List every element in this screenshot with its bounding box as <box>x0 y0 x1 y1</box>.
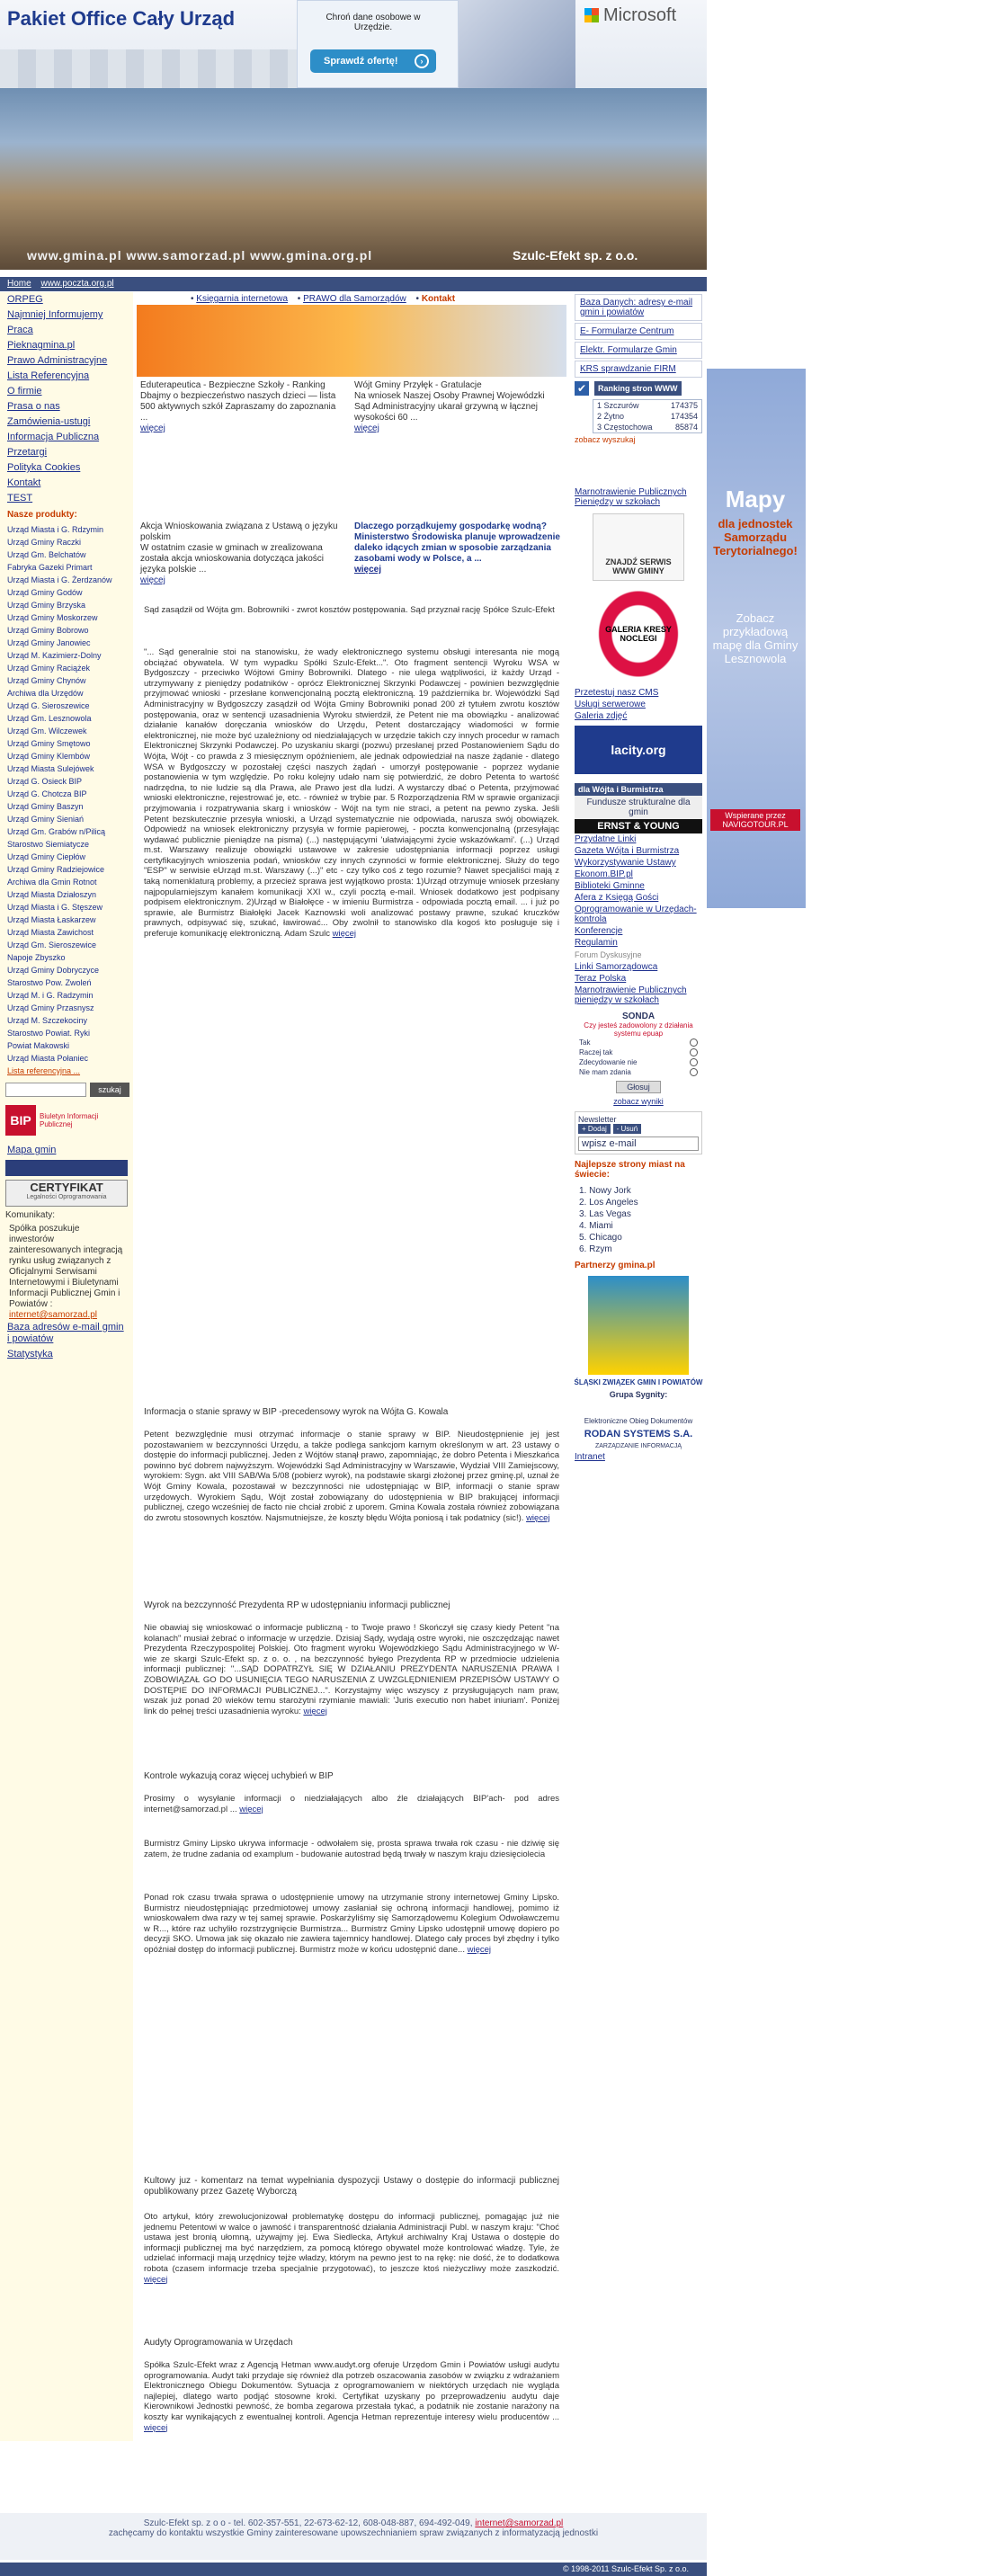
top-city-item: 1. Nowy Jork <box>579 1186 631 1196</box>
map-ad-title: Mapy <box>725 486 786 513</box>
top-city-item: 4. Miami <box>579 1221 613 1231</box>
article-prezydent-title: Wyrok na bezczynność Prezydenta RP w udostępnianiu informacji publicznej <box>144 1600 450 1610</box>
left-menu-item[interactable]: ORPEG <box>7 294 43 305</box>
footer-contact: Szulc-Efekt sp. z o o - tel. 602-357-551, 22-673-62-12, 608-048-887, 694-492-049, <box>143 2518 473 2528</box>
product-link[interactable]: Urząd Gminy Ciepłów <box>7 852 86 861</box>
news-more-link[interactable]: więcej <box>140 423 165 433</box>
komunikat-text: Spółka poszukuje inwestorów zainteresowanych integracją rynku usług związanych z Oficjalnymi Serwisami Internetowymi i Biuletynami Informacji Publicznej Gmin i Powiatów : <box>9 1224 123 1309</box>
left-menu-item[interactable]: Lista Referencyjna <box>7 370 90 381</box>
sonda-question: Czy jesteś zadowolony z działania systemu epuap <box>584 1021 693 1038</box>
product-link[interactable]: Urząd Gminy Smętowo <box>7 739 91 748</box>
banner-signature: Szulc-Efekt sp. z o.o. <box>513 248 638 263</box>
product-link[interactable]: Urząd Miasta Połaniec <box>7 1054 89 1063</box>
product-link[interactable]: Urząd Miasta Sulejówek <box>7 764 94 773</box>
news-title: Dlaczego porządkujemy gospodarkę wodną? Ministerstwo Środowiska planuje wprowadzenie daleko idących zmian w sposobie zarządzania zasobami wody w Polsce, a ... <box>354 521 560 564</box>
rodan-subtitle: ZARZĄDZANIE INFORMACJĄ <box>594 1443 682 1449</box>
article-audyty-title: Audyty Oprogramowania w Urzędach <box>144 2338 293 2348</box>
banner-sketch <box>0 49 297 90</box>
product-link[interactable]: Napoje Zbyszko <box>7 953 66 962</box>
baza-adresow-link[interactable]: Baza adresów e-mail gmin i powiatów <box>7 1322 124 1344</box>
left-menu-item[interactable]: Naj​mniej Informujemy <box>7 309 103 320</box>
komunikat-email[interactable]: internet@samorzad.pl <box>9 1310 97 1320</box>
products-list <box>0 523 133 1065</box>
article-more-link[interactable]: więcej <box>144 2274 168 2285</box>
slask-name: ŚLĄSKI ZWIĄZEK GMIN I POWIATÓW <box>574 1378 703 1386</box>
products-title: Nasze produkty: <box>7 510 77 520</box>
right-link[interactable]: E- Formularze Centrum <box>575 323 702 340</box>
newsletter-title: Newsletter <box>578 1115 617 1124</box>
product-link[interactable]: Urząd Gm. Lesznowola <box>7 714 92 723</box>
product-link[interactable]: Urząd Miasta i G. Stęszew <box>7 903 103 912</box>
left-menu-item[interactable]: Kontakt <box>7 477 41 488</box>
more-references-link[interactable]: Lista referencyjna ... <box>7 1066 81 1075</box>
news-eduterapeutica[interactable] <box>140 380 345 434</box>
product-link[interactable]: Urząd Miasta i G. Żerdzanów <box>7 575 112 584</box>
left-menu-item[interactable]: Informacja Publiczna <box>7 432 100 442</box>
news-title: Akcja Wnioskowania związana z Ustawą o języku polskim <box>140 521 338 542</box>
search-input[interactable] <box>5 1083 86 1097</box>
microsoft-logo[interactable] <box>584 5 676 26</box>
right-sidebar <box>570 292 707 2441</box>
product-link[interactable]: Urząd Gminy Klembów <box>7 752 91 761</box>
article-lipsko <box>144 1893 559 1956</box>
left-menu-item[interactable]: Prawo Administracyjne <box>7 355 108 366</box>
article-body: "... Sąd generalnie stoi na stanowisku, że wady elektronicznego systemu obsługi interesanta nie mogą obciążać obywatela. W tym wypadku Spółki Szulc-Efekt...". Oto fragment sentencji Wyroku WSA w Bydgoszczy - przeciwko Wójtowi Gminy Bobrowniki. Dlatego - nie ulega wątpliwości, iż każdy Urząd - utrzymywany z pieniędzy podatników - oprócz Elektronicznej Skrzynki Podawczej - powinien bezwzględnie przyjmować wnioski - przesłane konwencjonalną pocztą elektroniczną. 19 października br. Wojewódzki Sąd Administracyjny w Bydgoszczy zasądził od Wójta Gminy Bobrowniki ponad 200 zł tytułem zwrotu kosztów postępowania, oraz w sentencji uzasadnienia Wyroku stwierdził, że Petent nie ma obowiązku - analizować działanie kanałów doręczania wniosków do Urzędu, Petent dostarczający wiadomości w formie elektronicznej, nie może być uzależniony od niedziałających w urzędzie takich czy innych procedur w ramach Elektronicznej Skrzynki Podawczej. Po uzyskaniu skargi (pozwu) przesłanej przed Postanowieniem Sądu do Wójta, Wójt - co prawda z 3 miesięcznym opóźnieniem, ale jednak odpowiedział na nasze żądanie - dlatego WSA w Bydgoszczy w pozostałej części naszych żądań - umorzył postępowanie - poprzez wydanie postanowienia w tym względzie. Po roku kolejny udało nam się potwierdzić, że dobro Petenta to wartość nadrzędna, to nie ludzie są dla Prawa, ale Prawo jest dla ludzi. A wystarczy dbać o Petenta, przyjmować wnioski elektroniczne, rejestrować je, etc. - również w trybie par. 5 Rozporządzenia RM w sprawie organizacji przyjmowania i rozpatrywania skarg i wniosków - Wójt na tym nie straci, a petent na pewno zyska. Jeśli Petent bezskutecznie przesyła wnioski, a Urząd systematycznie nie odpowiada, narusza swój obowiązek. Odpowiedź na wniosek elektroniczny przysyła w formie papierowej, - poczta konwencjonalną (przesyłając wydawać publicznie pieniądze na pisma) (...) następującymi 'ułatwiającymi życie wskazówkami'. (...) Urząd m.st. Warszawy realizuje obowiązki ustawowe w zakresie udostępniania informacji poprzez usługi certyfikacyjnych wnioszenia podań, wniosków czy innych czynności w formie elektronicznej. Służy do tego "ESP" w serwisie eUrząd m.st. Warszawy (...)" etc - czy tylko coś z tego rozumie? Nawet specjaliści mają z taką nomenklaturą problemy, a przecież sprawa jest wyjątkowo prosta: 1)Urząd otrzymuje wniosek przesłany najpopularniejszym kanałem komunikacji XXI w., czyli pocztą e-mail. Wniosek dodatkowo jest podpisany podpisem elektronicznym. 2)Urząd w Białołęce - w imieniu Burmistrza - odpowiada pocztą email. ... i już po sprawie, ale Burmistrz Białołęki Jacek Kaznowski woli analizować postawy prawne, szukać kruczków prawnych, odpisywać się, szukać, ławirować... Oby zwolnił to stanowisko dla kogoś kto posługuje się i preferuje komunikację elektroniczną. Adam Szulc <box>144 647 559 940</box>
ad-offer-button[interactable] <box>310 49 436 73</box>
forum-link[interactable]: Forum Dyskusyjne <box>575 950 642 959</box>
cert-subtitle: Legalności Oprogramowania <box>26 1194 107 1200</box>
footer-invite: zachęcamy do kontaktu wszystkie Gminy zainteresowane upowszechnianiem spraw związanych z informatyzacją jednostki <box>108 2528 599 2538</box>
right-link[interactable]: Marnotrawienie Publicznych pieniędzy w szkołach <box>575 985 687 1005</box>
city-photo <box>0 88 707 270</box>
grupa-title: Grupa Sygnity: <box>609 1390 668 1399</box>
news-title: Wójt Gminy Przyłęk - Gratulacje <box>354 380 482 390</box>
check-icon: ✔ <box>575 381 589 396</box>
article-body: Oto artykuł, który zrewolucjonizował problematykę dostępu do informacji publicznej, pomagając już nie jednemu Petentowi w walce o jawność i transparentność działania Administracji Publ. w naszym kraju: "Choć ustawa jest bronią ułomną, używajmy jej. Ewa Siedlecka, Artykuł archiwalny Kraj Ustawa o dostępie do informacji publicznej ma być narzędziem, za pomocą którego obywatel może kontrolować władzę. Tyle, że udzielać informacji mają urzędnicy tejże władzy, którym na pewno jest to na rękę: nie dość, że to dodatkowa robota (czasem informacje trzeba specjalnie przygotować), to jeszcze ktoś nieżyczliwy może zaszkodzić. <box>144 2212 559 2274</box>
product-link[interactable]: Urząd Gm. Wilczewek <box>7 726 87 735</box>
sonda-option[interactable] <box>570 1038 707 1047</box>
product-link[interactable]: Urząd Gminy Radziejowice <box>7 865 105 874</box>
ranking-value: 174354 <box>670 412 698 421</box>
product-link[interactable]: Starostwo Siemiatycze <box>7 840 90 849</box>
chevron-right-icon: › <box>415 54 429 68</box>
product-link[interactable]: Urząd Gminy Bobrowo <box>7 626 89 635</box>
product-link[interactable]: Urząd M. i G. Radzymin <box>7 991 94 1000</box>
partners-title: Partnerzy gmina.pl <box>575 1261 656 1270</box>
sonda-option-label: Nie mam zdania <box>579 1068 631 1076</box>
article-more-link[interactable]: więcej <box>239 1804 263 1814</box>
ranking-place[interactable]: 1 Szczurów <box>597 401 639 410</box>
marnotrawienie-link[interactable]: Marnotrawienie Publicznych Pieniędzy w szkołach <box>575 487 687 507</box>
sonda-option-label: Zdecydowanie nie <box>579 1058 638 1066</box>
bip-logo[interactable] <box>5 1102 128 1138</box>
footer <box>0 2513 707 2560</box>
article-bobrowniki <box>144 647 559 940</box>
product-link[interactable]: Urząd Gminy Chynów <box>7 676 86 685</box>
article-kowala <box>144 1430 559 1523</box>
right-link[interactable]: KRS sprawdzanie FIRM <box>575 361 702 378</box>
article-body: Prosimy o wysyłanie informacji o niedziałających albo źle działających BIP'ach- pod adres internet@samorzad.pl ... <box>144 1794 559 1814</box>
eod-label[interactable]: Elektroniczne Obieg Dokumentów <box>584 1417 693 1425</box>
right-link[interactable]: Afera z Księgą Gości <box>575 893 659 903</box>
left-menu-item[interactable]: Polityka Cookies <box>7 462 81 473</box>
product-link[interactable]: Urząd Gm. Grabów n/Pilicą <box>7 827 106 836</box>
main-content <box>137 292 566 2441</box>
right-link[interactable]: Przetestuj nasz CMS <box>575 688 659 698</box>
nav-home[interactable]: Home <box>7 279 31 289</box>
product-link[interactable]: Archiwa dla Urzędów <box>7 689 84 698</box>
product-link[interactable]: Urząd Gminy Brzyska <box>7 601 86 610</box>
radio-button[interactable] <box>690 1068 698 1076</box>
right-link[interactable]: Linki Samorządowca <box>575 962 658 972</box>
top-city-item: 5. Chicago <box>579 1233 622 1243</box>
top-cities-list <box>570 1185 707 1255</box>
news-body: Dbajmy o bezpieczeństwo naszych dzieci — lista 500 aktywnych szkół Zapraszamy do zapoznania ... <box>140 391 336 423</box>
article-body: Ponad rok czasu trwała sprawa o udostępnienie umowy na utrzymanie strony internetowej Gminy Lipsko. Burmistrz nieudostępniając przedmiotowej umowy zasłaniał się ochroną informacji handlowej, pomimo iż wnioskowałem dwa razy w tej samej sprawie. Poskarżyliśmy się Samorządowemu Kolegium Odwoławczemu w R..., które raz uchyliło rozstrzygnięcie Burmistrza... Burmistrz Gminy Lipsko udostępnił umowę dopiero po decyzji SKO. Umowa jak się okazało nie zawiera tajemnicy handlowej. Dlatego cały proces był zbędny i tylko opóźniał dostęp do informacji publicznej. Burmistrz może w końcu udostępnić dane... <box>144 1893 559 1955</box>
article-body: Petent bezwzględnie musi otrzymać informacje o stanie sprawy w BIP. Nieudostępnienie jej jest pozostawaniem w bezczynności Urzędu, a także podlega sankcjom karnym określonym w art. 23 ustawy o dostępie do informacji publicznej. Jeden z Wójtów stanął prawo, zapomniając, że dobro Petenta i Mieszkańca powinno być dobrem najwyższym. Wojewódzki Sąd Administracyjny w Warszawie, Wydział VIII Zamiejscowy, wyrokiem: Sygn. akt VIII SAB/Wa 5/08 (pobierz wyrok), na podstawie skargi złożonej przez gminę.pl, uznał że Wójt Gminy Kowala, pozostawał w bezczynności nie udostępniając w BIP, informacji o stanie spraw urzędowych. Wyrokiem Sądu, Wójt został zobowiązany do udostępnienia w BIP brakującej informacji publicznej, czego wcześniej de facto nie chciał zrobić z uporem. Gmina Kowala została również zobowiązana do zwrotu stosownych kosztów. Najsmutniejsze, że koszty błędu Wójta poniosą i tak podatnicy (sic!). <box>144 1430 559 1523</box>
right-link[interactable]: Teraz Polska <box>575 974 627 984</box>
product-link[interactable]: Urząd G. Chotcza BIP <box>7 789 87 798</box>
tab-ksiegarnia[interactable]: Księgarnia internetowa <box>196 294 289 304</box>
product-link[interactable]: Urząd G. Osieck BIP <box>7 777 83 786</box>
sonda-option-label: Raczej tak <box>579 1048 613 1056</box>
mapa-gmin-link[interactable]: Mapa gmin <box>7 1145 57 1155</box>
left-menu-item[interactable]: Praca <box>7 325 33 335</box>
left-menu-item[interactable]: Zamówienia-ustugi <box>7 416 91 427</box>
right-link[interactable]: Regulamin <box>575 938 618 948</box>
product-link[interactable]: Urząd Gm. Sieroszewice <box>7 940 97 949</box>
news-more-link[interactable]: więcej <box>140 575 165 585</box>
map-ad-body: Zobacz przykładową mapę dla Gminy Lesznowola <box>712 611 798 665</box>
product-link[interactable]: Urząd Miasta Działoszyn <box>7 890 97 899</box>
news-more-link[interactable]: więcej <box>354 565 382 575</box>
nav-mail[interactable]: www.poczta.org.pl <box>40 279 114 289</box>
article-kowala-title: Informacja o stanie sprawy w BIP -precedensowy wyrok na Wójta G. Kowala <box>144 1407 449 1417</box>
top-city-item: 2. Los Angeles <box>579 1198 638 1208</box>
product-link[interactable]: Urząd Miasta Łaskarzew <box>7 915 96 924</box>
top-cities-title: Najlepsze strony miast na świecie: <box>575 1160 685 1180</box>
sonda-option[interactable] <box>570 1057 707 1067</box>
left-menu-item[interactable]: TEST <box>7 493 33 504</box>
product-link[interactable]: Starostwo Pow. Zwoleń <box>7 978 92 987</box>
komunikaty-title: Komunikaty: <box>5 1210 56 1220</box>
cert-title: CERTYFIKAT <box>30 1181 103 1194</box>
ranking-place[interactable]: 3 Częstochowa <box>597 423 653 432</box>
product-link[interactable]: Urząd Gminy Godów <box>7 588 83 597</box>
brand-title[interactable]: Pakiet Office Cały Urząd <box>7 7 236 30</box>
news-przylek[interactable] <box>354 380 563 434</box>
product-link[interactable]: Powiat Makowski <box>7 1041 70 1050</box>
article-more-link[interactable]: więcej <box>144 2422 168 2433</box>
newsletter-email-input[interactable]: wpisz e-mail <box>578 1136 699 1151</box>
fundusze-header: dla Wójta i Burmistrza <box>575 783 702 796</box>
tab-kontakt[interactable]: Kontakt <box>421 294 456 304</box>
product-link[interactable]: Urząd Gminy Baszyn <box>7 802 84 811</box>
right-link[interactable]: Oprogramowanie w Urzędach-kontrola <box>575 905 697 924</box>
ad-offer-label: Sprawdź ofertę! <box>324 56 398 67</box>
slask-logo[interactable] <box>588 1276 689 1375</box>
intranet-link[interactable]: Intranet <box>575 1452 605 1462</box>
ranking-row <box>593 400 701 411</box>
right-links-top <box>570 294 707 378</box>
product-link[interactable]: Urząd Gminy Janowiec <box>7 638 91 647</box>
ranking-title[interactable]: Ranking stron WWW <box>594 381 682 396</box>
results-link[interactable]: zobacz wyniki <box>613 1097 664 1106</box>
newsletter-box <box>575 1111 702 1154</box>
ranking-list <box>593 399 702 433</box>
map-ad-sponsor: Wspierane przez NAVIGOTOUR.PL <box>710 809 800 831</box>
footer-copyright: © 1998-2011 Szulc-Efekt Sp. z o.o. <box>0 2563 707 2576</box>
top-city-item: 3. Las Vegas <box>579 1209 631 1219</box>
fundusze-text[interactable]: Fundusze strukturalne dla gmin <box>575 796 702 819</box>
top-city-item: 6. Rzym <box>579 1244 612 1254</box>
podpis-banner[interactable] <box>5 1160 128 1176</box>
left-sidebar <box>0 292 133 2441</box>
right-link[interactable]: Usługi serwerowe <box>575 700 646 709</box>
article-more-link[interactable]: więcej <box>332 929 357 940</box>
footer-email[interactable]: internet@samorzad.pl <box>475 2518 564 2528</box>
product-link[interactable]: Archiwa dla Gmin Rotnot <box>7 878 97 887</box>
ranking-place[interactable]: 2 Żytno <box>597 412 625 421</box>
map-ad-text <box>710 486 800 831</box>
right-link[interactable]: Biblioteki Gminne <box>575 881 645 891</box>
right-link[interactable]: Konferencje <box>575 926 623 936</box>
vote-button[interactable]: Głosuj <box>616 1081 661 1093</box>
header-banner-image <box>137 305 566 377</box>
product-link[interactable]: Urząd Gminy Moskorzew <box>7 613 98 622</box>
article-prezydent <box>144 1623 559 1716</box>
article-kontrole-title: Kontrole wykazują coraz więcej uchybień w BIP <box>144 1771 334 1781</box>
ad-person-illustration <box>459 0 575 88</box>
right-links-mid <box>570 687 707 722</box>
sonda-option[interactable] <box>570 1067 707 1077</box>
vendor-name: Microsoft <box>603 5 677 25</box>
sonda-option-label: Tak <box>579 1038 591 1047</box>
product-link[interactable]: Urząd M. Szczekociny <box>7 1016 88 1025</box>
left-menu-item[interactable]: Pieknagmina.pl <box>7 340 76 351</box>
article-more-link[interactable]: więcej <box>467 1944 492 1955</box>
bip-label: Biuletyn Informacji Publicznej <box>40 1112 99 1128</box>
article-kontrole <box>144 1794 559 1814</box>
right-link[interactable]: Wykorzystywanie Ustawy <box>575 858 676 868</box>
search-box <box>5 1083 128 1097</box>
article-body: Spółka Szulc-Efekt wraz z Agencją Hetman www.audyt.org oferuje Urzędom Gmin i Powiatów usługi audytu oprogramowania. Audyt taki przydaje się również dla potrzeb oszacowania zasobów w związku z wdrażaniem Elektronicznego Obiegu Dokumentów. Sytuacja z oprogramowaniem w niektórych urzędach nie wygląda najlepiej, dlatego warto podjąć stosowne kroki. Certyfikat uzyskany po przeprowadzeniu audytu daje Kierownikowi Jednostki pewność, że bomba zegarowa przestała tykać, a podatnik nie zostanie narażony na koszty kar wynikających z ewentualnej kontroli. Agencja Hetman reprezentuje interesy wielu producentów ... <box>144 2360 559 2422</box>
radio-button[interactable] <box>690 1038 698 1047</box>
news-more-link[interactable]: więcej <box>354 423 379 433</box>
znajdz-serwis-banner[interactable]: ZNAJDŹ SERWIS WWW GMINY <box>593 513 684 581</box>
ernst-young-logo[interactable]: ERNST & YOUNG <box>575 819 702 833</box>
tab-prawo[interactable]: PRAWO dla Samorządów <box>303 294 406 304</box>
news-gospodarka-wodna[interactable] <box>354 521 563 575</box>
news-body: Na wniosek Naszej Osoby Prawnej Wojewódzki Sąd Administracyjny ukarał grzywną w łącznej wysokości 60 ... <box>354 391 545 423</box>
product-link[interactable]: Urząd G. Sieroszewice <box>7 701 90 710</box>
ranking-value: 85874 <box>674 423 698 432</box>
top-navbar <box>0 277 707 291</box>
article-more-link[interactable]: więcej <box>526 1512 550 1523</box>
product-link[interactable]: Urząd Gminy Sieniań <box>7 815 85 824</box>
right-link[interactable]: Galeria zdjęć <box>575 711 628 721</box>
product-link[interactable]: Starostwo Powiat. Ryki <box>7 1029 91 1038</box>
product-link[interactable]: Fabryka Gazeki Primart <box>7 563 93 572</box>
left-menu-item[interactable]: O firmie <box>7 386 42 397</box>
left-menu <box>0 292 133 506</box>
certificate-badge[interactable] <box>5 1180 128 1207</box>
ranking-link[interactable]: zobacz wyszukaj <box>575 435 636 444</box>
article-lipsko-lead: Burmistrz Gminy Lipsko ukrywa informacje - odwołałem się, prosta sprawa trwała rok czasu - nie dziwię się zatem, że trudne zadania od examplum - budowanie autostrad będą trwały w naszym kraju dziesięciolecia <box>144 1839 559 1859</box>
map-ad-subtitle: dla jednostek Samorządu Terytorialnego! <box>713 517 798 557</box>
left-menu-item[interactable]: Przetargi <box>7 447 48 458</box>
ranking-row <box>593 422 701 432</box>
article-body: Nie obawiaj się wnioskować o informacje publiczną - to Twoje prawo ! Skończył się czasy kiedy Petent "na kolanach" musiał żebrać o informacje w urzędzie. Dzisiaj Sądy, wydają ostre wyroki, nie oszczędzając nawet Prezydenta Rzeczypospolitej Polskiej. Oto fragment wyroku Wojewódzkiego Sądu Administracyjnego w W-wie ze skargi Szulc-Efekt sp. z o. o. , na bezczynność byłego Prezydenta RP w przedmiocie udzielenia informacji publicznej: "...SĄD DOPATRZYŁ SIĘ W DZIAŁANIU PREZYDENTA NARUSZENIA PRAWA I ZOBOWIĄZAŁ GO DO USUNIĘCIA TEGO NARUSZENIA Z UWZGLĘDNIENIEM PRZEPISÓW USTAWY O DOSTĘPIE DO INFORMACJI PUBLICZNEJ...". Korzystajmy więc wszyscy z przysługujących nam praw, wszak już ponad 20 wieków temu starożytni rzymianie mawiali: 'Juris executio non habet iniuriam'. Poniżej link do pełnej treści uzasadnienia wyroku: <box>144 1623 559 1716</box>
sonda-option[interactable] <box>570 1047 707 1057</box>
product-link[interactable]: Urząd Gminy Raciążek <box>7 664 91 673</box>
news-jezyk-polski[interactable] <box>140 521 345 586</box>
right-link[interactable]: Gazeta Wójta i Burmistrza <box>575 846 680 856</box>
article-audyty <box>144 2360 559 2433</box>
product-link[interactable]: Urząd Gm. Belchatów <box>7 550 86 559</box>
lacity-banner[interactable]: lacity.org <box>575 726 702 774</box>
windows-icon <box>584 8 599 22</box>
right-links-bottom <box>570 833 707 949</box>
product-link[interactable]: Urząd Gminy Dobryczyce <box>7 966 100 975</box>
statystyka-link[interactable]: Statystyka <box>7 1349 53 1359</box>
radio-button[interactable] <box>690 1048 698 1056</box>
right-link[interactable]: Ekonom.BIP.pl <box>575 869 633 879</box>
news-title: Eduterapeutica - Bezpieczne Szkoły - Ranking <box>140 380 326 390</box>
sonda-title: SONDA <box>621 1012 656 1021</box>
search-button[interactable]: szukaj <box>90 1083 129 1097</box>
lead-text: Sąd zasądził od Wójta gm. Bobrowniki - zwrot kosztów postępowania. Sąd przyznał rację Spółce Szulc-Efekt <box>144 605 555 615</box>
right-link[interactable]: Baza Danych: adresy e-mail gmin i powiatów <box>575 294 702 321</box>
ranking-value: 174375 <box>670 401 698 410</box>
bip-icon: BIP <box>5 1105 36 1136</box>
news-body: W ostatnim czasie w gminach w zrealizowana została akcja wnioskowania dotycząca jakości języka polskie ... <box>140 543 324 575</box>
product-link[interactable]: Urząd Gminy Raczki <box>7 538 82 547</box>
product-link[interactable]: Urząd Miasta i G. Rdzymin <box>7 525 104 534</box>
left-menu-item[interactable]: Prasa o nas <box>7 401 60 412</box>
newsletter-remove-button[interactable]: - Usuń <box>613 1124 642 1134</box>
ad-text: Chroń dane osobowe w Urzędzie. <box>326 13 421 32</box>
right-links-extra <box>570 961 707 1006</box>
product-link[interactable]: Urząd M. Kazimierz-Dolny <box>7 651 102 660</box>
newsletter-add-button[interactable]: + Dodaj <box>578 1124 611 1134</box>
sonda-options <box>570 1038 707 1077</box>
article-more-link[interactable]: więcej <box>303 1706 327 1716</box>
article-gazeta <box>144 2212 559 2285</box>
product-link[interactable]: Urząd Gminy Przasnysz <box>7 1003 94 1012</box>
banner-urls: www.gmina.pl www.samorzad.pl www.gmina.org.pl <box>27 248 373 263</box>
right-link[interactable]: Przydatne Linki <box>575 834 637 844</box>
ranking-header <box>575 381 702 396</box>
tabs: • Księgarnia internetowa • PRAWO dla Samorządów • Kontakt <box>191 294 456 304</box>
galeria-kresy-badge[interactable]: GALERIA KRESY NOCLEGI <box>593 584 684 683</box>
radio-button[interactable] <box>690 1058 698 1066</box>
rodan-logo[interactable]: RODAN SYSTEMS S.A. <box>584 1429 693 1440</box>
product-link[interactable]: Urząd Miasta Zawichost <box>7 928 94 937</box>
ranking-row <box>593 411 701 422</box>
right-link[interactable]: Elektr. Formularze Gmin <box>575 342 702 359</box>
article-gazeta-title: Kultowy juz - komentarz na temat wypełniania dyspozycji Ustawy o dostępie do informacji publicznej opublikowany przez Gazetę Wyborczą <box>144 2176 559 2197</box>
